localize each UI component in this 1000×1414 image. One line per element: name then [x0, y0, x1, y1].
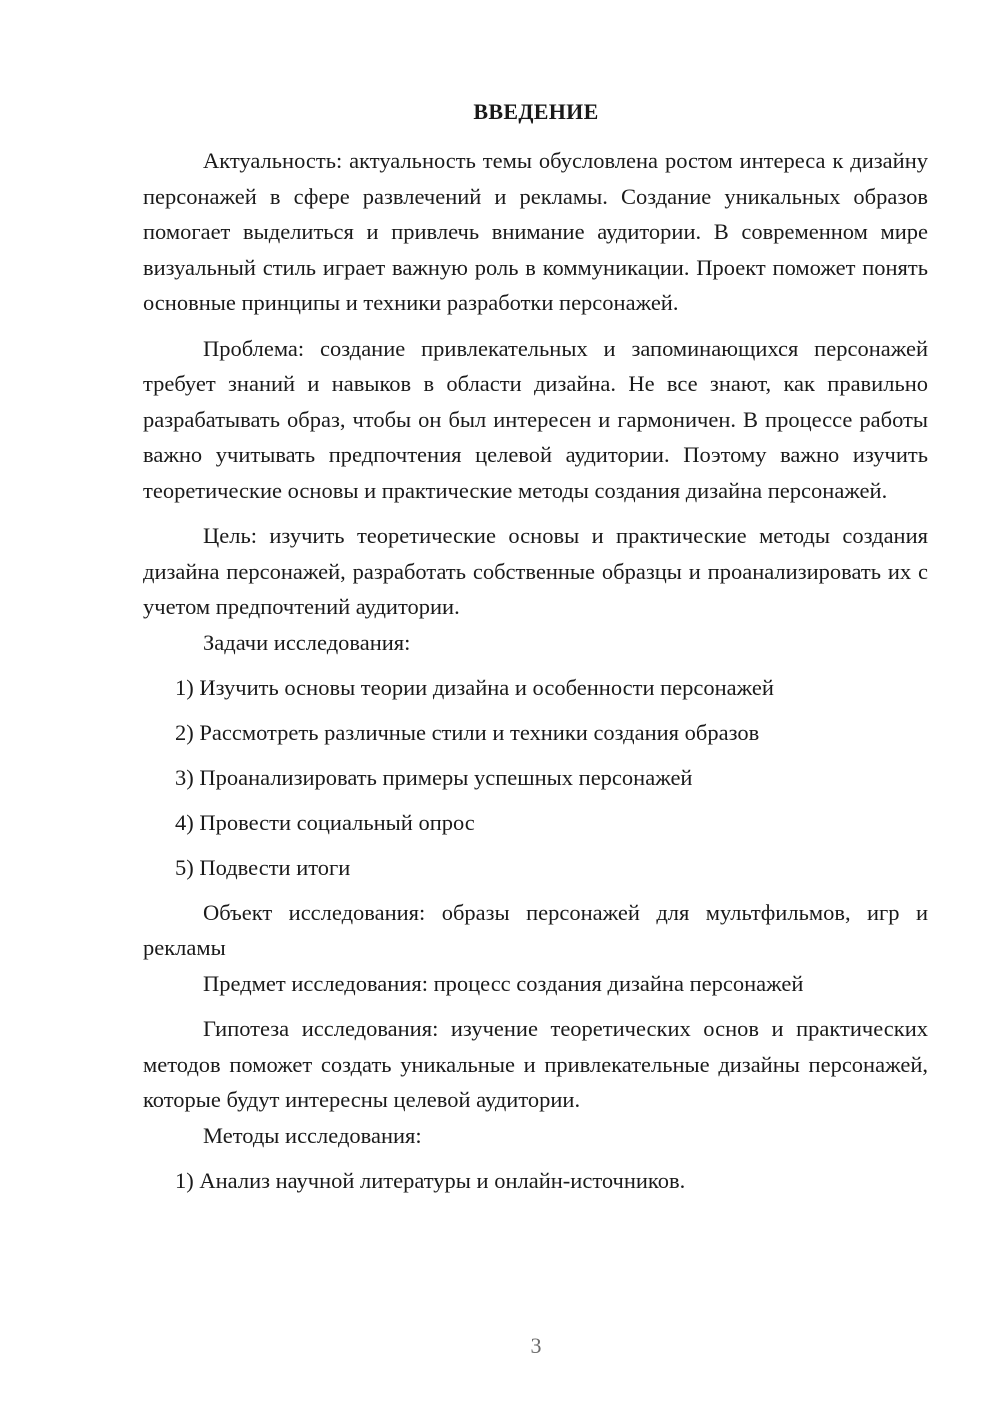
subject-paragraph: Предмет исследования: процесс создания дизайна персонажей — [203, 970, 804, 996]
relevance-paragraph: Актуальность: актуальность темы обусловлена ростом интереса к дизайну персонажей в сфере развлечений и рекламы. Создание уникальных образов помогает выделиться и привлечь внимание аудитории. В современном мире визуальный стиль играет важную роль в коммуникации. Проект поможет понять основные принципы и техники разработки персонажей. — [143, 148, 928, 315]
methods-list — [143, 1163, 928, 1199]
list-item: 3) Проанализировать примеры успешных персонажей — [175, 764, 693, 790]
hypothesis-paragraph: Гипотеза исследования: изучение теоретических основ и практических методов поможет создать уникальные и привлекательные дизайны персонажей, которые будут интересны целевой аудитории. — [143, 1016, 928, 1112]
methods-heading: Методы исследования: — [203, 1122, 422, 1148]
page-number: 3 — [530, 1333, 542, 1358]
list-item: 4) Провести социальный опрос — [175, 809, 475, 835]
goal-paragraph: Цель: изучить теоретические основы и практические методы создания дизайна персонажей, разработать собственные образцы и проанализировать их с учетом предпочтений аудитории. — [143, 523, 928, 619]
list-item: 2) Рассмотреть различные стили и техники создания образов — [175, 719, 760, 745]
problem-paragraph: Проблема: создание привлекательных и запоминающихся персонажей требует знаний и навыков в области дизайна. Не все знают, как правильно разрабатывать образ, чтобы он был интересен и гармоничен. В процессе работы важно учитывать предпочтения целевой аудитории. Поэтому важно изучить теоретические основы и практические методы создания дизайна персонажей. — [143, 335, 928, 503]
page-title: ВВЕДЕНИЕ — [473, 99, 599, 124]
list-item: 1) Изучить основы теории дизайна и особенности персонажей — [175, 674, 774, 700]
document-body — [143, 143, 928, 1198]
tasks-list — [143, 670, 928, 886]
tasks-heading: Задачи исследования: — [203, 629, 411, 655]
object-paragraph: Объект исследования: образы персонажей для мультфильмов, игр и рекламы — [143, 899, 928, 960]
list-item: 1) Анализ научной литературы и онлайн-источников. — [175, 1167, 686, 1193]
list-item: 5) Подвести итоги — [175, 854, 351, 880]
